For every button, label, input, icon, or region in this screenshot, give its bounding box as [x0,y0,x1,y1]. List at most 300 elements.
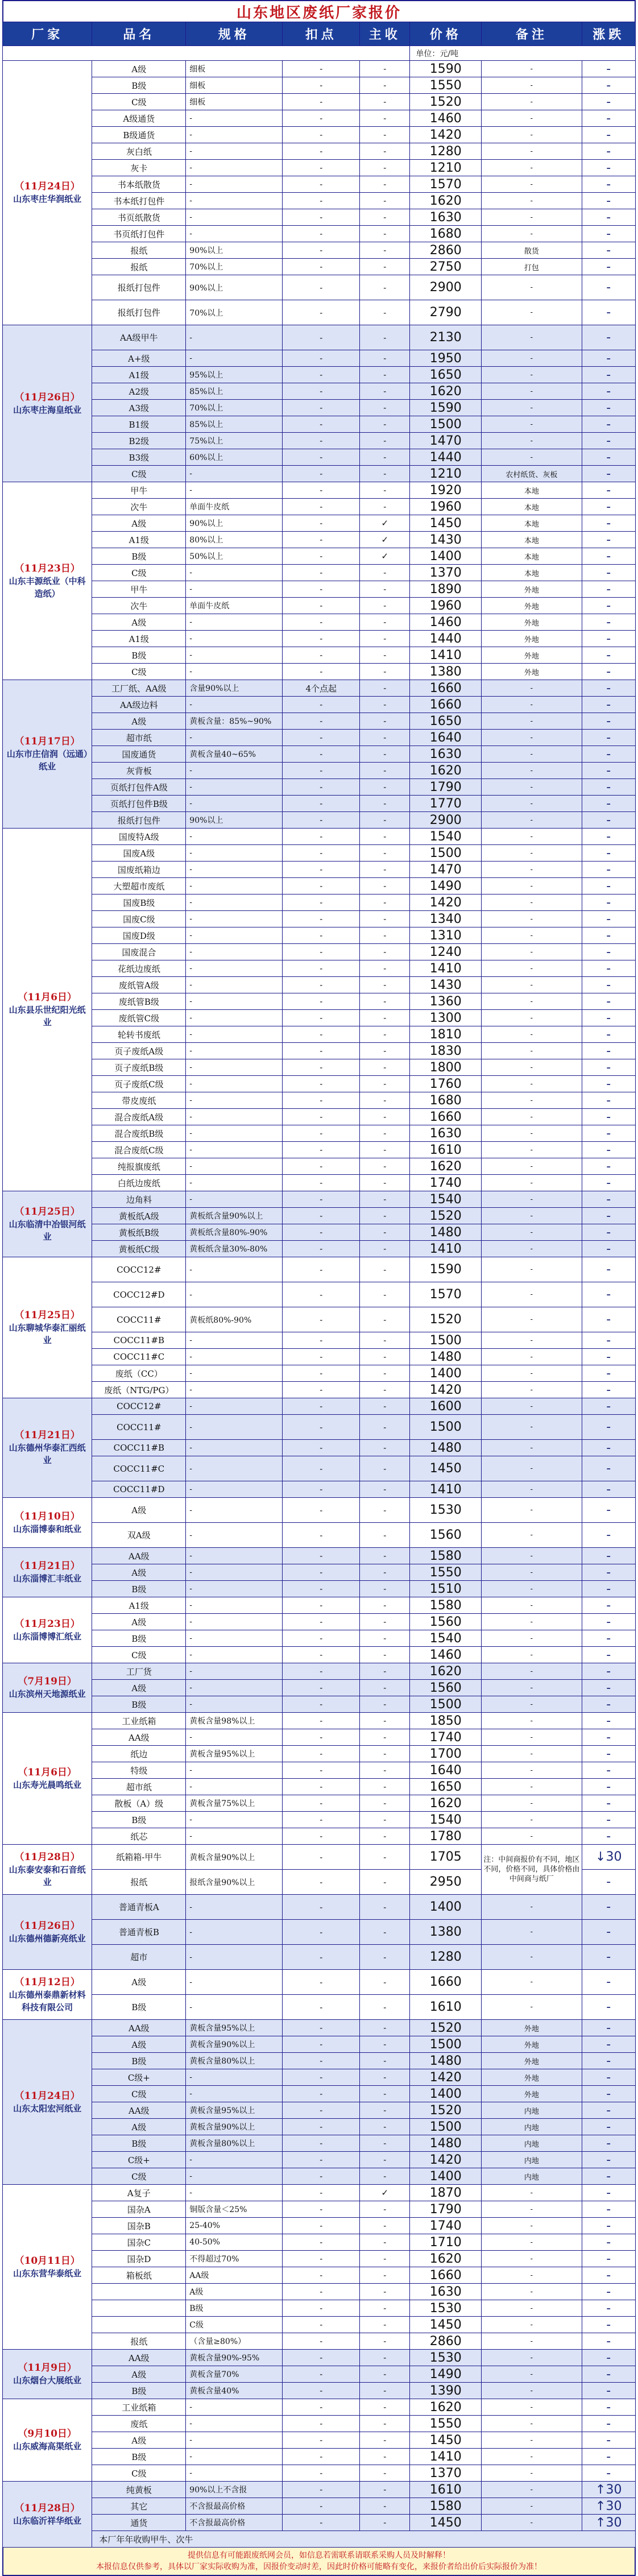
item-name: 报纸打包件 [92,275,186,300]
item-name: COCC11# [92,1307,186,1332]
item-change: - [582,176,635,193]
item-name: 灰白纸 [92,143,186,160]
item-deduct: - [283,209,360,226]
table-row [3,779,636,796]
item-price: 1280 [410,1945,482,1970]
item-spec: - [186,1382,283,1398]
company-name: 山东滨州天地源纸业 [9,1689,86,1699]
item-main-flag: - [360,160,410,176]
item-deduct: - [283,2317,360,2333]
item-price: 1890 [410,581,482,598]
item-deduct: - [283,878,360,894]
item-change: - [582,1498,635,1523]
item-deduct: - [283,466,360,482]
item-note: 外地 [482,2086,582,2102]
table-row [3,548,636,565]
item-deduct: - [283,1059,360,1076]
item-deduct: - [283,350,360,367]
item-spec: - [186,927,283,944]
item-spec: - [186,1647,283,1663]
item-main-flag: - [360,2498,410,2515]
item-price: 1510 [410,1581,482,1597]
item-deduct: - [283,1762,360,1779]
item-name: 工厂货 [92,1663,186,1680]
item-price: 1420 [410,127,482,143]
item-main-flag: - [360,1191,410,1208]
item-price: 1620 [410,1795,482,1812]
table-row [3,1224,636,1241]
table-row [3,631,636,647]
item-spec: - [186,977,283,993]
item-main-flag: - [360,746,410,763]
item-price: 1500 [410,1332,482,1349]
item-main-flag: - [360,1382,410,1398]
footer-line-1: 提供信息有可能跟废纸网会员，如信息若需联系请联系采购人员及时解释！ [188,2551,450,2560]
item-spec: - [186,325,283,350]
item-price: 1540 [410,1812,482,1828]
item-note: 本地 [482,532,582,548]
item-deduct: - [283,482,360,499]
table-row [3,1415,636,1440]
item-change: ↓30 [582,1845,635,1870]
table-row [3,1828,636,1845]
item-spec: - [186,1175,283,1191]
company-cell [3,1548,92,1597]
quote-date: （11月12日） [14,1976,80,1988]
item-price: 1660 [410,697,482,713]
item-price: 1560 [410,1614,482,1630]
table-row [3,1382,636,1398]
table-row [3,127,636,143]
item-spec: - [186,2185,283,2201]
item-name: COCC11#D [92,1481,186,1498]
item-change: - [582,2317,635,2333]
item-name: 页纸打包件B级 [92,796,186,812]
unit-label: 单位：元/吨 [410,46,636,61]
item-deduct: - [283,1440,360,1456]
item-main-flag: - [360,1630,410,1647]
table-row [3,2119,636,2135]
table-row [3,944,636,960]
company-cell [3,1713,92,1845]
item-price: 1770 [410,796,482,812]
item-main-flag: - [360,2449,410,2465]
item-deduct: - [283,1870,360,1895]
item-price: 1450 [410,515,482,532]
company-name: 山东德州泰鼎新材料科技有限公司 [9,1989,86,2012]
item-main-flag: - [360,1398,410,1415]
company-cell [3,1970,92,2020]
item-note: - [482,110,582,127]
item-price: 1280 [410,143,482,160]
company-name: 山东寿光晨鸣纸业 [13,1779,82,1790]
item-main-flag: - [360,1779,410,1795]
company-cell [3,2185,92,2350]
table-row [3,1076,636,1092]
item-price: 1650 [410,1779,482,1795]
item-note: - [482,2300,582,2317]
item-change: - [582,433,635,449]
item-name: COCC11# [92,1415,186,1440]
item-main-flag: - [360,697,410,713]
item-change: - [582,1564,635,1581]
item-main-flag: - [360,1125,410,1142]
table-row [3,746,636,763]
col-header-spec: 规格 [186,22,283,46]
item-deduct: - [283,993,360,1010]
item-change: - [582,664,635,680]
table-row [3,2383,636,2399]
item-main-flag: - [360,2300,410,2317]
item-note: - [482,1349,582,1365]
item-name: 工业纸箱 [92,2399,186,2416]
item-main-flag: - [360,1332,410,1349]
item-name: 纸箱箱-甲牛 [92,1845,186,1870]
table-row [3,242,636,259]
item-price: 1480 [410,1224,482,1241]
item-change: - [582,127,635,143]
item-price: 1960 [410,499,482,515]
table-row [3,1895,636,1920]
item-deduct: - [283,2069,360,2086]
item-price: 1460 [410,614,482,631]
item-price: 1620 [410,1158,482,1175]
item-main-flag: - [360,325,410,350]
item-note: - [482,2515,582,2531]
item-price: 1530 [410,2350,482,2366]
item-spec: 单面牛皮纸 [186,499,283,515]
col-header-deduct: 扣点 [283,22,360,46]
item-spec: - [186,763,283,779]
item-deduct: - [283,275,360,300]
item-change: - [582,77,635,94]
company-name: 山东丰源纸业（中科造纸） [9,575,86,599]
item-spec: - [186,143,283,160]
item-note: - [482,1010,582,1026]
item-deduct: - [283,1779,360,1795]
item-change: - [582,796,635,812]
table-row [3,1696,636,1713]
company-cell [3,2399,92,2482]
item-deduct: - [283,1995,360,2020]
item-deduct: - [283,1191,360,1208]
item-price: 1790 [410,779,482,796]
item-main-flag: ✓ [360,532,410,548]
table-row [3,1581,636,1597]
item-change: - [582,1729,635,1746]
item-price: 1400 [410,1365,482,1382]
item-main-flag: - [360,598,410,614]
item-price: 1490 [410,2366,482,2383]
item-deduct: - [283,259,360,275]
item-deduct: - [283,1581,360,1597]
table-row [3,2218,636,2234]
item-change: - [582,367,635,383]
item-main-flag: - [360,1920,410,1945]
footer-line-2: 本报信息仅供参考，具体以厂家实际收购为准，因报价变动时差，因此时价格可能略有变化，来报价者给出价后实际报价为准！ [96,2562,542,2571]
header-row [3,22,636,46]
item-main-flag: - [360,2053,410,2069]
item-deduct: - [283,1498,360,1523]
item-note: - [482,416,582,433]
table-row [3,275,636,300]
item-name: 散板（A）级 [92,1795,186,1812]
table-row [3,993,636,1010]
item-name: A级 [92,1970,186,1995]
item-deduct: - [283,2201,360,2218]
item-deduct: - [283,565,360,581]
title-bar [2,0,636,22]
item-spec: - [186,878,283,894]
item-spec: - [186,993,283,1010]
unit-row [3,46,636,61]
item-name: B1级 [92,416,186,433]
item-main-flag: - [360,927,410,944]
table-row [3,1779,636,1795]
item-change: - [582,466,635,482]
item-price: 1760 [410,1076,482,1092]
item-deduct: - [283,1456,360,1481]
item-name: 书本纸散货 [92,176,186,193]
item-main-flag: - [360,2036,410,2053]
item-price: 1650 [410,713,482,730]
quote-date: （11月10日） [14,1510,80,1522]
item-note: - [482,894,582,911]
item-deduct: - [283,143,360,160]
item-spec: 黄板含量75%以上 [186,1795,283,1812]
item-spec: - [186,1614,283,1630]
item-main-flag: - [360,960,410,977]
item-name: 边角料 [92,1191,186,1208]
table-row [3,2416,636,2432]
item-note: - [482,2366,582,2383]
item-note: - [482,1241,582,1257]
item-deduct: - [283,2036,360,2053]
item-main-flag: - [360,1647,410,1663]
item-deduct: - [283,2399,360,2416]
item-change: - [582,631,635,647]
item-name: 白纸边废纸 [92,1175,186,1191]
table-row [3,325,636,350]
item-change: - [582,350,635,367]
item-deduct: - [283,1109,360,1125]
item-note: - [482,1895,582,1920]
item-change: - [582,697,635,713]
table-row [3,1125,636,1142]
item-change: - [582,647,635,664]
item-spec: 黄板含量90%以上 [186,2036,283,2053]
col-header-company: 厂家 [3,22,92,46]
item-spec: - [186,226,283,242]
item-price: 1610 [410,2482,482,2498]
item-name: B级 [92,1581,186,1597]
item-note: - [482,878,582,894]
item-main-flag: - [360,1175,410,1191]
item-name: 带皮废纸 [92,1092,186,1109]
item-change: - [582,482,635,499]
item-change: - [582,2251,635,2267]
item-change: - [582,515,635,532]
item-note: - [482,1043,582,1059]
item-note: - [482,300,582,325]
item-deduct: - [283,1713,360,1729]
item-deduct: - [283,2086,360,2102]
item-name: 报纸打包件 [92,812,186,829]
table-row [3,2531,636,2548]
item-spec: - [186,1680,283,1696]
item-deduct: - [283,1365,360,1382]
item-deduct: - [283,1597,360,1614]
item-name: 工业纸箱 [92,1713,186,1729]
item-main-flag: - [360,1440,410,1456]
item-name: 纸芯 [92,1828,186,1845]
item-change: - [582,2300,635,2317]
item-name: 黄板纸C级 [92,1241,186,1257]
item-change: - [582,1995,635,2020]
item-price: 1740 [410,1729,482,1746]
table-row [3,2399,636,2416]
item-spec: - [186,350,283,367]
item-price: 2950 [410,1870,482,1895]
item-name: A级 [92,2366,186,2383]
item-change: - [582,894,635,911]
item-note: - [482,1597,582,1614]
item-main-flag: - [360,647,410,664]
item-note: 外地 [482,2020,582,2036]
item-spec: - [186,1257,283,1282]
item-note: - [482,61,582,77]
item-note: - [482,1481,582,1498]
item-deduct: - [283,449,360,466]
item-deduct: - [283,746,360,763]
item-change: - [582,1523,635,1548]
item-change: - [582,2399,635,2416]
item-deduct: - [283,1092,360,1109]
item-spec: - [186,1729,283,1746]
item-deduct: - [283,713,360,730]
item-spec: - [186,565,283,581]
item-name: A级 [92,515,186,532]
item-main-flag: - [360,1158,410,1175]
company-name: 山东县乐世纪阳光纸业 [9,1004,86,1028]
item-change: - [582,2218,635,2234]
item-note: - [482,1224,582,1241]
item-price: 1500 [410,1696,482,1713]
item-note: - [482,1026,582,1043]
item-name: A复子 [92,2185,186,2201]
item-change: - [582,400,635,416]
item-deduct: - [283,2333,360,2350]
item-spec: 黄板含量95%以上 [186,2020,283,2036]
item-spec: 不含报最高价格 [186,2515,283,2531]
item-deduct: - [283,1812,360,1828]
item-change: - [582,2267,635,2284]
item-deduct: - [283,77,360,94]
item-deduct: - [283,2234,360,2251]
table-row [3,565,636,581]
item-change: - [582,1059,635,1076]
item-name: A1级 [92,367,186,383]
item-main-flag: - [360,2317,410,2333]
table-row [3,449,636,466]
item-main-flag: - [360,416,410,433]
item-deduct: - [283,1945,360,1970]
item-spec: - [186,1415,283,1440]
item-note: - [482,730,582,746]
item-name: B级 [92,647,186,664]
item-price: 1530 [410,2300,482,2317]
item-name: 超市 [92,1945,186,1970]
item-note: - [482,1945,582,1970]
item-change: - [582,1224,635,1241]
item-main-flag: - [360,1870,410,1895]
company-cell [3,1191,92,1257]
table-row [3,160,636,176]
item-name: 废纸管B级 [92,993,186,1010]
item-change: - [582,226,635,242]
item-deduct: - [283,2449,360,2465]
item-price: 1420 [410,894,482,911]
table-row [3,1175,636,1191]
item-spec: - [186,944,283,960]
item-main-flag: - [360,1076,410,1092]
item-name: 报纸 [92,259,186,275]
item-price: 1500 [410,845,482,862]
item-deduct: - [283,416,360,433]
item-main-flag: - [360,664,410,680]
item-spec: 黄板含量90%-95% [186,2350,283,2366]
item-spec: 90%以上 [186,275,283,300]
item-note: - [482,2185,582,2201]
item-main-flag: - [360,763,410,779]
item-price: 1540 [410,829,482,845]
item-price: 1920 [410,482,482,499]
item-price: 1560 [410,1523,482,1548]
item-name: 本厂年年收购甲牛、次牛 [92,2531,636,2548]
item-spec: - [186,1812,283,1828]
item-price: 1600 [410,1398,482,1415]
item-spec: - [186,1365,283,1382]
item-price: 2900 [410,812,482,829]
quote-date: （11月21日） [14,1560,80,1572]
item-main-flag: - [360,1142,410,1158]
item-price: 1630 [410,2284,482,2300]
table-row [3,1729,636,1746]
item-spec: 黄板含量90%以上 [186,2119,283,2135]
item-main-flag: - [360,2069,410,2086]
item-note: - [482,1564,582,1581]
item-change: - [582,1663,635,1680]
item-note: - [482,2498,582,2515]
item-deduct: - [283,242,360,259]
table-row [3,143,636,160]
item-price: 1500 [410,2036,482,2053]
item-name: 灰背板 [92,763,186,779]
item-deduct: - [283,2383,360,2399]
item-spec: - [186,1564,283,1581]
table-row [3,1307,636,1332]
item-main-flag: - [360,1481,410,1498]
item-spec: - [186,1762,283,1779]
item-spec: 细板 [186,61,283,77]
table-row [3,515,636,532]
item-change: - [582,209,635,226]
item-note: - [482,1630,582,1647]
item-deduct: - [283,1548,360,1564]
item-price: 1660 [410,2267,482,2284]
item-deduct: - [283,664,360,680]
col-header-note: 备注 [482,22,582,46]
